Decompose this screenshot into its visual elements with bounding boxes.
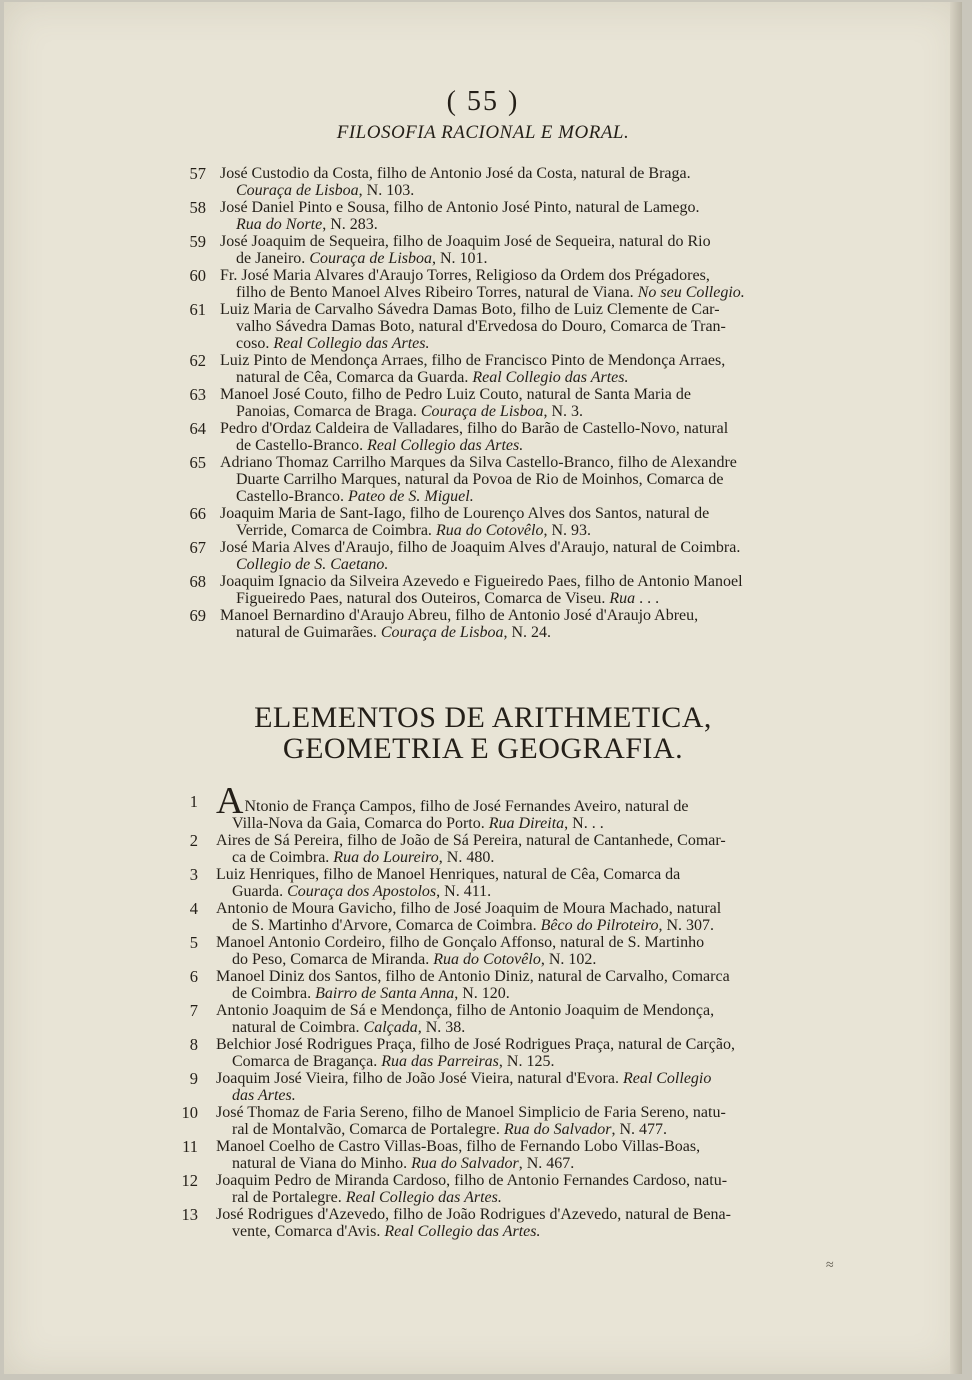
entry-main-text: ral de Portalegre. xyxy=(232,1189,346,1206)
section-title-line-1: ELEMENTOS DE ARITHMETICA, xyxy=(254,701,712,734)
entry-address: Collegio de S. Caetano. xyxy=(236,556,389,573)
entry-line xyxy=(216,1121,808,1138)
entry-main-text: Manoel Diniz dos Santos, filho de Antonio Diniz, natural de Carvalho, Comarca xyxy=(216,968,730,985)
entry-line xyxy=(220,369,810,386)
entry-address: Rua do Salvador xyxy=(503,1121,612,1138)
entry-number: 11 xyxy=(182,1137,198,1156)
entry-line xyxy=(216,985,808,1002)
entry-line xyxy=(220,488,810,505)
entry-number: 1 xyxy=(189,792,198,811)
entry-house-number: , N. 3. xyxy=(543,403,584,420)
entry-main-text: Antonio de Moura Gavicho, filho de José Joaquim de Moura Machado, natural xyxy=(216,900,722,917)
entry-line xyxy=(220,386,810,403)
entry-main-text: do Peso, Comarca de Miranda. xyxy=(232,951,434,968)
student-list-elementos xyxy=(4,780,962,1240)
entry-text xyxy=(216,1036,808,1070)
entry-line xyxy=(220,607,810,624)
entry-house-number: , N. 93. xyxy=(543,522,592,539)
entry-main-text: Luiz Henriques, filho de Manoel Henriques, natural de Cêa, Comarca da xyxy=(216,866,681,883)
entry-address: Rua do Norte xyxy=(236,216,323,233)
student-entry xyxy=(4,866,962,900)
entry-main-text: filho de Bento Manoel Alves Ribeiro Torres, natural de Viana. xyxy=(236,284,638,301)
student-entry xyxy=(4,1070,962,1104)
entry-text xyxy=(216,1138,808,1172)
entry-address: Rua das Parreiras xyxy=(381,1053,499,1070)
entry-main-text: Pedro d'Ordaz Caldeira de Valladares, filho do Barão de Castello-Novo, natural xyxy=(220,420,729,437)
entry-text xyxy=(216,934,808,968)
entry-line xyxy=(216,1053,808,1070)
entry-line xyxy=(216,815,808,832)
entry-main-text: natural de Guimarães. xyxy=(236,624,381,641)
student-entry xyxy=(4,934,962,968)
entry-house-number: , N. 103. xyxy=(358,182,415,199)
entry-text xyxy=(216,900,808,934)
entry-line xyxy=(216,968,808,985)
drop-cap: A xyxy=(216,780,244,822)
entry-number: 67 xyxy=(189,538,206,557)
entry-line xyxy=(220,216,810,233)
entry-line xyxy=(220,403,810,420)
entry-address: Couraça de Lisboa xyxy=(236,182,359,199)
entry-line xyxy=(220,471,810,488)
entry-line xyxy=(216,951,808,968)
entry-main-text: Joaquim José Vieira, filho de João José Vieira, natural d'Evora. xyxy=(216,1070,623,1087)
entry-main-text: ral de Montalvão, Comarca de Portalegre. xyxy=(232,1121,504,1138)
student-entry xyxy=(4,832,962,866)
student-entry xyxy=(4,900,962,934)
document-page xyxy=(4,2,962,1374)
entry-address: Couraça dos Apostolos xyxy=(287,883,437,900)
student-entry xyxy=(4,1002,962,1036)
entry-number: 6 xyxy=(189,967,198,986)
entry-line xyxy=(216,1019,808,1036)
entry-number: 3 xyxy=(189,865,198,884)
entry-address: Real Collegio das Artes. xyxy=(472,369,629,386)
entry-house-number: , N. 120. xyxy=(454,985,510,1002)
entry-text xyxy=(216,866,808,900)
entry-address: Couraça de Lisboa xyxy=(420,403,544,420)
section-title-line-2: GEOMETRIA E GEOGRAFIA. xyxy=(282,732,684,765)
entry-line xyxy=(216,917,808,934)
entry-text xyxy=(216,1206,808,1240)
entry-number: 8 xyxy=(189,1035,198,1054)
entry-line xyxy=(216,780,808,822)
student-entry xyxy=(4,420,962,454)
entry-text xyxy=(220,386,810,420)
entry-line xyxy=(220,573,810,590)
entry-address: Rua Direita xyxy=(488,815,565,832)
student-entry xyxy=(4,573,962,607)
entry-line xyxy=(216,849,808,866)
entry-address: Couraça de Lisboa xyxy=(309,250,432,267)
entry-main-text: de Castello-Branco. xyxy=(236,437,368,454)
entry-line xyxy=(216,866,808,883)
entry-number: 61 xyxy=(189,300,206,319)
entry-house-number: , N. 38. xyxy=(417,1019,466,1036)
entry-main-text: Joaquim Ignacio da Silveira Azevedo e Figueiredo Paes, filho de Antonio Manoel xyxy=(220,573,743,590)
entry-main-text: Joaquim Maria de Sant-Iago, filho de Lourenço Alves dos Santos, natural de xyxy=(220,505,710,522)
entry-address: Bairro de Santa Anna xyxy=(315,985,455,1002)
entry-number: 2 xyxy=(189,831,198,850)
student-entry xyxy=(4,968,962,1002)
entry-main-text: Manoel Antonio Cordeiro, filho de Gonçalo Affonso, natural de S. Martinho xyxy=(216,934,705,951)
entry-address: No seu Collegio. xyxy=(637,284,745,301)
student-entry xyxy=(4,539,962,573)
entry-line xyxy=(216,1002,808,1019)
entry-main-text: de Coimbra. xyxy=(232,985,316,1002)
entry-line xyxy=(216,1155,808,1172)
entry-main-text: Luiz Maria de Carvalho Sávedra Damas Boto, filho de Luiz Clemente de Car- xyxy=(220,301,720,318)
entry-main-text: natural de Cêa, Comarca da Guarda. xyxy=(236,369,473,386)
student-entry xyxy=(4,1172,962,1206)
entry-main-text: Ntonio de França Campos, filho de José Fernandes Aveiro, natural de xyxy=(244,798,689,815)
entry-number: 69 xyxy=(189,606,206,625)
entry-number: 5 xyxy=(189,933,198,952)
entry-address: Couraça de Lisboa xyxy=(380,624,504,641)
entry-address: Calçada xyxy=(363,1019,418,1036)
entry-text xyxy=(216,968,808,1002)
entry-line xyxy=(216,1223,808,1240)
entry-text xyxy=(220,505,810,539)
entry-house-number: , N. 480. xyxy=(438,849,495,866)
student-entry xyxy=(4,505,962,539)
entry-line xyxy=(216,883,808,900)
entry-address: Real Collegio xyxy=(622,1070,712,1087)
entry-address: Real Collegio das Artes. xyxy=(345,1189,502,1206)
entry-main-text: natural de Coimbra. xyxy=(232,1019,364,1036)
entry-number: 59 xyxy=(189,232,206,251)
entry-house-number: , N. . . xyxy=(564,815,604,832)
entry-line xyxy=(220,301,810,318)
margin-mark: ≈ xyxy=(826,1258,834,1273)
entry-main-text: Guarda. xyxy=(232,883,288,900)
entry-line xyxy=(216,1138,808,1155)
entry-main-text: Panoias, Comarca de Braga. xyxy=(236,403,421,420)
entry-text xyxy=(220,607,810,641)
entry-main-text: José Maria Alves d'Araujo, filho de Joaquim Alves d'Araujo, natural de Coimbra. xyxy=(220,539,741,556)
entry-line xyxy=(216,1172,808,1189)
entry-main-text: Luiz Pinto de Mendonça Arraes, filho de Francisco Pinto de Mendonça Arraes, xyxy=(220,352,726,369)
entry-line xyxy=(220,624,810,641)
student-entry xyxy=(4,267,962,301)
entry-line xyxy=(220,454,810,471)
entry-number: 12 xyxy=(181,1171,198,1190)
entry-house-number: , N. 24. xyxy=(503,624,552,641)
entry-line xyxy=(216,1036,808,1053)
entry-main-text: vente, Comarca d'Avis. xyxy=(232,1223,385,1240)
entry-line xyxy=(220,505,810,522)
entry-main-text: Belchior José Rodrigues Praça, filho de José Rodrigues Praça, natural de Carção, xyxy=(216,1036,735,1053)
entry-line xyxy=(220,420,810,437)
entry-line xyxy=(216,934,808,951)
entry-number: 64 xyxy=(189,419,206,438)
entry-text xyxy=(216,832,808,866)
entry-line xyxy=(216,1206,808,1223)
entry-line xyxy=(220,284,810,301)
entry-number: 4 xyxy=(189,899,198,918)
entry-house-number: , N. 125. xyxy=(498,1053,555,1070)
page-number: ( 55 ) xyxy=(446,86,520,117)
entry-text xyxy=(216,1172,808,1206)
entry-line xyxy=(216,832,808,849)
entry-line xyxy=(220,352,810,369)
section-title-elementos xyxy=(4,702,962,764)
entry-number: 57 xyxy=(189,164,206,183)
entry-line xyxy=(220,522,810,539)
entry-line xyxy=(216,1087,808,1104)
entry-address: Pateo de S. Miguel. xyxy=(347,488,474,505)
entry-line xyxy=(216,900,808,917)
student-entry xyxy=(4,454,962,505)
entry-house-number: , N. 101. xyxy=(431,250,488,267)
entry-main-text: José Rodrigues d'Azevedo, filho de João Rodrigues d'Azevedo, natural de Bena- xyxy=(216,1206,731,1223)
entry-main-text: Manoel Bernardino d'Araujo Abreu, filho de Antonio José d'Araujo Abreu, xyxy=(220,607,699,624)
entry-number: 7 xyxy=(189,1001,198,1020)
entry-main-text: Joaquim Pedro de Miranda Cardoso, filho de Antonio Fernandes Cardoso, natu- xyxy=(216,1172,728,1189)
entry-number: 68 xyxy=(189,572,206,591)
entry-address: Rua do Cotovêlo xyxy=(435,522,544,539)
entry-text xyxy=(220,301,810,352)
student-entry xyxy=(4,1036,962,1070)
entry-line xyxy=(216,1070,808,1087)
entry-text xyxy=(220,199,810,233)
entry-text xyxy=(220,233,810,267)
student-entry xyxy=(4,607,962,641)
entry-line xyxy=(220,556,810,573)
entry-address: Rua do Cotovêlo xyxy=(433,951,541,968)
entry-text xyxy=(220,573,810,607)
entry-text xyxy=(220,454,810,505)
entry-address: Rua do Loureiro xyxy=(333,849,439,866)
entry-main-text: Duarte Carrilho Marques, natural da Povoa de Rio de Moinhos, Comarca de xyxy=(236,471,724,488)
entry-line xyxy=(220,182,810,199)
entry-main-text: coso. xyxy=(236,335,274,352)
entry-text xyxy=(216,1070,808,1104)
entry-number: 62 xyxy=(189,351,206,370)
entry-main-text: valho Sávedra Damas Boto, natural d'Ervedosa do Douro, Comarca de Tran- xyxy=(236,318,726,335)
entry-address: Real Collegio das Artes. xyxy=(367,437,524,454)
entry-main-text: Antonio Joaquim de Sá e Mendonça, filho de Antonio Joaquim de Mendonça, xyxy=(216,1002,715,1019)
entry-line xyxy=(216,1104,808,1121)
entry-main-text: Comarca de Bragança. xyxy=(232,1053,382,1070)
entry-line xyxy=(220,437,810,454)
entry-text xyxy=(220,165,810,199)
entry-text xyxy=(220,420,810,454)
entry-line xyxy=(220,233,810,250)
entry-text xyxy=(216,780,808,832)
entry-house-number: , N. 102. xyxy=(540,951,597,968)
entry-main-text: José Daniel Pinto e Sousa, filho de Antonio José Pinto, natural de Lamego. xyxy=(220,199,700,216)
entry-line xyxy=(220,199,810,216)
entry-line xyxy=(220,267,810,284)
entry-line xyxy=(220,590,810,607)
entry-address: Real Collegio das Artes. xyxy=(384,1223,541,1240)
section-title-filosofia: FILOSOFIA RACIONAL E MORAL. xyxy=(336,122,630,143)
entry-main-text: de Janeiro. xyxy=(236,250,310,267)
entry-main-text: Adriano Thomaz Carrilho Marques da Silva Castello-Branco, filho de Alexandre xyxy=(220,454,737,471)
entry-house-number: , N. 467. xyxy=(518,1155,575,1172)
entry-line xyxy=(220,318,810,335)
entry-number: 63 xyxy=(189,385,206,404)
entry-main-text: ca de Coimbra. xyxy=(232,849,334,866)
entry-text xyxy=(220,539,810,573)
entry-number: 13 xyxy=(181,1205,198,1224)
entry-main-text: Fr. José Maria Alvares d'Araujo Torres, Religioso da Ordem dos Prégadores, xyxy=(220,267,710,284)
entry-main-text: José Thomaz de Faria Sereno, filho de Manoel Simplicio de Faria Sereno, natu- xyxy=(216,1104,726,1121)
entry-number: 9 xyxy=(189,1069,198,1088)
entry-line xyxy=(220,165,810,182)
student-entry xyxy=(4,352,962,386)
entry-address: Rua do Salvador xyxy=(411,1155,519,1172)
entry-address: das Artes. xyxy=(232,1087,296,1104)
student-entry xyxy=(4,233,962,267)
entry-main-text: José Joaquim de Sequeira, filho de Joaquim José de Sequeira, natural do Rio xyxy=(220,233,711,250)
entry-main-text: Castello-Branco. xyxy=(236,488,348,505)
student-entry xyxy=(4,199,962,233)
entry-main-text: Manoel José Couto, filho de Pedro Luiz Couto, natural de Santa Maria de xyxy=(220,386,692,403)
entry-line xyxy=(220,539,810,556)
student-entry xyxy=(4,386,962,420)
entry-number: 65 xyxy=(189,453,206,472)
entry-number: 60 xyxy=(189,266,206,285)
entry-number: 58 xyxy=(189,198,206,217)
student-entry xyxy=(4,780,962,832)
student-entry xyxy=(4,301,962,352)
entry-main-text: Figueiredo Paes, natural dos Outeiros, Comarca de Viseu. xyxy=(236,590,610,607)
entry-main-text: Aires de Sá Pereira, filho de João de Sá Pereira, natural de Cantanhede, Comar- xyxy=(216,832,726,849)
entry-house-number: , N. 307. xyxy=(658,917,715,934)
entry-main-text: Verride, Comarca de Coimbra. xyxy=(236,522,436,539)
entry-main-text: natural de Viana do Minho. xyxy=(232,1155,412,1172)
entry-line xyxy=(216,1189,808,1206)
entry-line xyxy=(220,250,810,267)
entry-address: Real Collegio das Artes. xyxy=(273,335,430,352)
entry-address: Rua xyxy=(609,590,636,607)
student-entry xyxy=(4,1138,962,1172)
student-entry xyxy=(4,165,962,199)
entry-line xyxy=(220,335,810,352)
entry-number: 66 xyxy=(189,504,206,523)
entry-house-number: , N. 477. xyxy=(611,1121,668,1138)
student-entry xyxy=(4,1206,962,1240)
entry-text xyxy=(216,1002,808,1036)
entry-main-text: Villa-Nova da Gaia, Comarca do Porto. xyxy=(232,815,489,832)
entry-house-number: . . . xyxy=(635,590,660,607)
entry-address: Bêco do Pilroteiro xyxy=(540,917,659,934)
student-entry xyxy=(4,1104,962,1138)
entry-text xyxy=(220,352,810,386)
entry-number: 10 xyxy=(181,1103,198,1122)
entry-house-number: , N. 411. xyxy=(436,883,492,900)
entry-text xyxy=(216,1104,808,1138)
student-list-filosofia xyxy=(4,165,962,641)
entry-main-text: José Custodio da Costa, filho de Antonio José da Costa, natural de Braga. xyxy=(220,165,691,182)
entry-text xyxy=(220,267,810,301)
entry-house-number: , N. 283. xyxy=(322,216,378,233)
entry-main-text: Manoel Coelho de Castro Villas-Boas, filho de Fernando Lobo Villas-Boas, xyxy=(216,1138,701,1155)
entry-main-text: de S. Martinho d'Arvore, Comarca de Coimbra. xyxy=(232,917,541,934)
